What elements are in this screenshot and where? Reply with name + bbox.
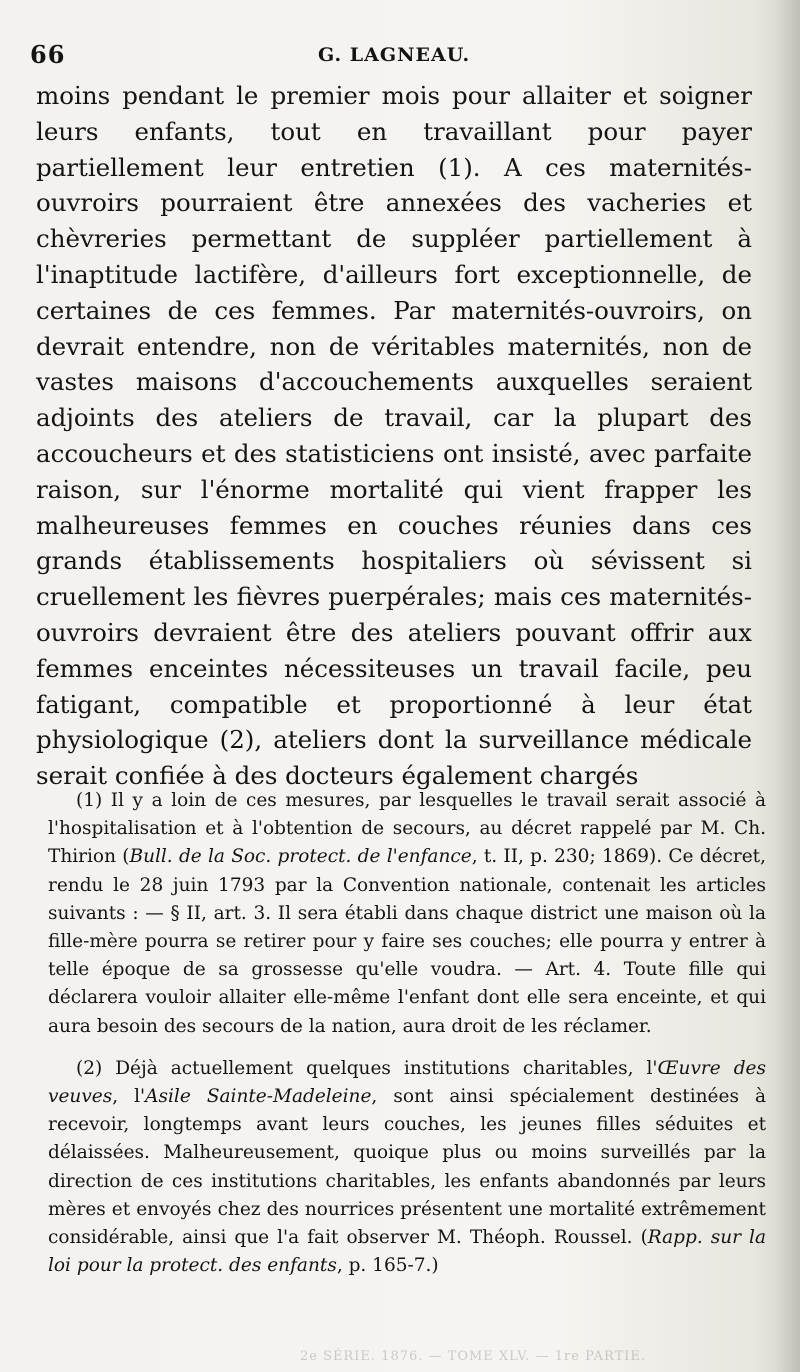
footnote-2-text-a: (2) Déjà actuellement quelques institutions charitables, l' xyxy=(76,1057,658,1079)
footnote-2-citation: Rapp. sur la loi pour la protect. des enfants xyxy=(48,1227,766,1277)
footnote-2-text-b: , l' xyxy=(112,1086,146,1108)
page-header xyxy=(30,40,760,76)
running-head: G. LAGNEAU. xyxy=(318,44,471,66)
footnote-2-text-c: , sont ainsi spécialement destinées à recevoir, longtemps avant leurs couches, les jeunes filles séduites et délaissées. Malheureusement, quoique plus ou moins surveillés par la direction de ces institutions charitables, les enfants abandonnés par leurs mères et envoyés chez des nourrices présentent une mortalité extrêmement considérable, ainsi que l'a fait observer M. Théoph. Roussel. ( xyxy=(48,1086,767,1249)
footnote-1 xyxy=(48,787,766,1041)
body-paragraph-text: moins pendant le premier mois pour allaiter et soigner leurs enfants, tout en travaillant pour payer partiellement leur entretien (1). A ces maternités-ouvroirs pourraient être annexées des vacheries et chèvreries permettant de suppléer partiellement à l'inaptitude lactifère, d'ailleurs fort exceptionnelle, de certaines de ces femmes. Par maternités-ouvroirs, on devrait entendre, non de véritables maternités, non de vastes maisons d'accouchements auxquelles seraient adjoints des ateliers de travail, car la plupart des accoucheurs et des statisticiens ont insisté, avec parfaite raison, sur l'énorme mortalité qui vient frapper les malheureuses femmes en couches réunies dans ces grands établissements hospitaliers où sévissent si cruellement les fièvres puerpérales; mais ces maternités-ouvroirs devraient être des ateliers pouvant offrir aux femmes enceintes nécessiteuses un travail facile, peu fatigant, compatible et proportionné à leur état physiologique (2), ateliers dont la surveillance médicale serait confiée à des docteurs également chargés xyxy=(36,81,752,791)
page-edge-shadow xyxy=(774,0,800,1372)
page-number: 66 xyxy=(30,40,66,69)
footnote-1-text-b: , t. II, p. 230; 1869). Ce décret, rendu le 28 juin 1793 par la Convention nationale, contenait les articles suivants : — § II, art. 3. Il sera établi dans chaque district une maison où la fille-mère pourra se retirer pour y faire ses couches; elle pourra y entrer à telle époque de sa grossesse qu'elle voudra. — Art. 4. Toute fille qui déclarera vouloir allaiter elle-même l'enfant dont elle sera enceinte, et qui aura besoin des secours de la nation, aura droit de les réclamer. xyxy=(48,846,767,1037)
sheet-signature: 2e SÉRIE. 1876. — TOME XLV. — 1re PARTIE. xyxy=(300,1349,647,1364)
footnote-1-text-a: (1) Il y a loin de ces mesures, par lesquelles le travail serait associé à l'hospitalisation et à l'obtention de secours, au décret rappelé par M. Ch. Thirion ( xyxy=(48,790,766,868)
footnote-2-institution-2: Asile Sainte-Madeleine xyxy=(145,1086,372,1108)
body-paragraph xyxy=(36,78,752,794)
footnote-1-citation: Bull. de la Soc. protect. de l'enfance xyxy=(129,846,472,868)
footnote-2-institution-1: Œuvre des veuves xyxy=(48,1057,766,1108)
footnote-2 xyxy=(48,1055,766,1281)
footnote-2-text-d: , p. 165-7.) xyxy=(336,1255,439,1277)
footnotes xyxy=(48,787,766,1294)
